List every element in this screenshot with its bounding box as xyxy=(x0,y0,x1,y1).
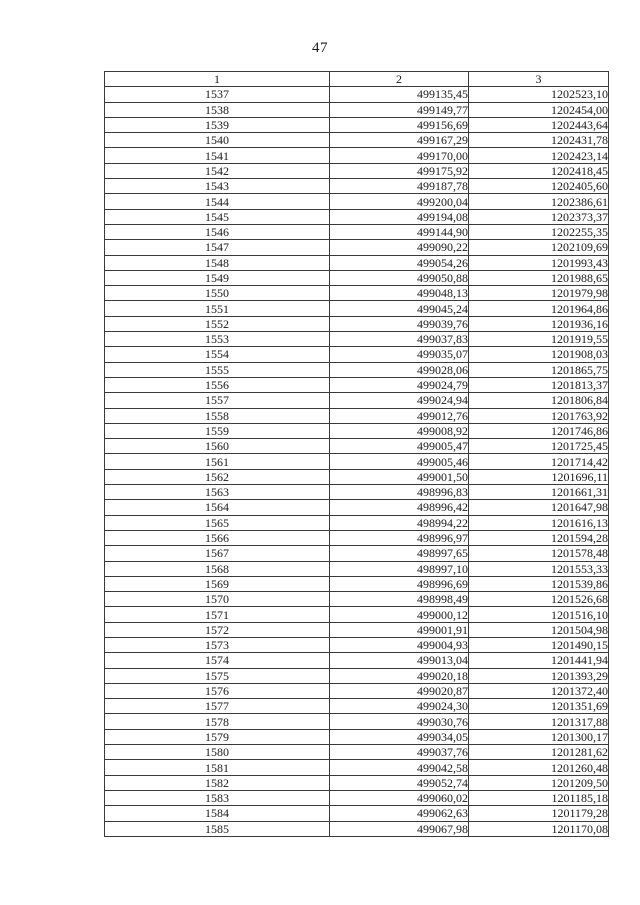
x-coordinate-cell: 498994,22 xyxy=(330,515,469,530)
x-coordinate-cell: 499024,94 xyxy=(330,393,469,408)
table-row xyxy=(105,668,609,683)
table-row xyxy=(105,408,609,423)
table-row xyxy=(105,576,609,591)
y-coordinate-cell: 1202373,37 xyxy=(469,209,609,224)
y-coordinate-cell: 1201714,42 xyxy=(469,454,609,469)
point-number-cell: 1542 xyxy=(105,163,330,178)
x-coordinate-cell: 498997,65 xyxy=(330,546,469,561)
column-header-2: 2 xyxy=(330,72,469,87)
x-coordinate-cell: 499170,00 xyxy=(330,148,469,163)
table-row xyxy=(105,683,609,698)
point-number-cell: 1541 xyxy=(105,148,330,163)
point-number-cell: 1568 xyxy=(105,561,330,576)
y-coordinate-cell: 1201185,18 xyxy=(469,790,609,805)
point-number-cell: 1552 xyxy=(105,316,330,331)
x-coordinate-cell: 499187,78 xyxy=(330,179,469,194)
point-number-cell: 1562 xyxy=(105,469,330,484)
point-number-cell: 1565 xyxy=(105,515,330,530)
table-row xyxy=(105,561,609,576)
table-row xyxy=(105,117,609,132)
x-coordinate-cell: 499024,79 xyxy=(330,377,469,392)
point-number-cell: 1571 xyxy=(105,607,330,622)
x-coordinate-cell: 498996,69 xyxy=(330,576,469,591)
table-row xyxy=(105,530,609,545)
x-coordinate-cell: 499005,47 xyxy=(330,439,469,454)
y-coordinate-cell: 1202443,64 xyxy=(469,117,609,132)
table-row xyxy=(105,423,609,438)
x-coordinate-cell: 499149,77 xyxy=(330,102,469,117)
table-row xyxy=(105,622,609,637)
point-number-cell: 1561 xyxy=(105,454,330,469)
y-coordinate-cell: 1201647,98 xyxy=(469,500,609,515)
y-coordinate-cell: 1201170,08 xyxy=(469,821,609,836)
table-row xyxy=(105,821,609,836)
table-row xyxy=(105,485,609,500)
y-coordinate-cell: 1201806,84 xyxy=(469,393,609,408)
point-number-cell: 1538 xyxy=(105,102,330,117)
table-row xyxy=(105,760,609,775)
y-coordinate-cell: 1201594,28 xyxy=(469,530,609,545)
table-row xyxy=(105,270,609,285)
point-number-cell: 1554 xyxy=(105,347,330,362)
table-row xyxy=(105,790,609,805)
point-number-cell: 1584 xyxy=(105,806,330,821)
x-coordinate-cell: 499067,98 xyxy=(330,821,469,836)
point-number-cell: 1570 xyxy=(105,592,330,607)
x-coordinate-cell: 499054,26 xyxy=(330,255,469,270)
x-coordinate-cell: 499060,02 xyxy=(330,790,469,805)
y-coordinate-cell: 1201578,48 xyxy=(469,546,609,561)
point-number-cell: 1579 xyxy=(105,729,330,744)
table-row xyxy=(105,515,609,530)
table-row xyxy=(105,714,609,729)
x-coordinate-cell: 499175,92 xyxy=(330,163,469,178)
x-coordinate-cell: 498998,49 xyxy=(330,592,469,607)
x-coordinate-cell: 499090,22 xyxy=(330,240,469,255)
point-number-cell: 1544 xyxy=(105,194,330,209)
point-number-cell: 1566 xyxy=(105,530,330,545)
x-coordinate-cell: 498996,42 xyxy=(330,500,469,515)
point-number-cell: 1546 xyxy=(105,224,330,239)
table-body xyxy=(105,87,609,837)
x-coordinate-cell: 499020,87 xyxy=(330,683,469,698)
y-coordinate-cell: 1201919,55 xyxy=(469,332,609,347)
x-coordinate-cell: 499156,69 xyxy=(330,117,469,132)
table-row xyxy=(105,347,609,362)
y-coordinate-cell: 1201351,69 xyxy=(469,699,609,714)
x-coordinate-cell: 499001,50 xyxy=(330,469,469,484)
x-coordinate-cell: 499037,83 xyxy=(330,332,469,347)
x-coordinate-cell: 499008,92 xyxy=(330,423,469,438)
y-coordinate-cell: 1202423,14 xyxy=(469,148,609,163)
x-coordinate-cell: 499144,90 xyxy=(330,224,469,239)
table-row xyxy=(105,194,609,209)
column-header-3: 3 xyxy=(469,72,609,87)
y-coordinate-cell: 1201516,10 xyxy=(469,607,609,622)
table-row xyxy=(105,439,609,454)
table-row xyxy=(105,500,609,515)
table-row xyxy=(105,546,609,561)
point-number-cell: 1567 xyxy=(105,546,330,561)
x-coordinate-cell: 499050,88 xyxy=(330,270,469,285)
x-coordinate-cell: 498996,97 xyxy=(330,530,469,545)
x-coordinate-cell: 499030,76 xyxy=(330,714,469,729)
y-coordinate-cell: 1201441,94 xyxy=(469,653,609,668)
y-coordinate-cell: 1201746,86 xyxy=(469,423,609,438)
y-coordinate-cell: 1201372,40 xyxy=(469,683,609,698)
table-row xyxy=(105,286,609,301)
table-row xyxy=(105,729,609,744)
y-coordinate-cell: 1201964,86 xyxy=(469,301,609,316)
table-row xyxy=(105,775,609,790)
y-coordinate-cell: 1201300,17 xyxy=(469,729,609,744)
table-row xyxy=(105,332,609,347)
table-row xyxy=(105,240,609,255)
point-number-cell: 1560 xyxy=(105,439,330,454)
x-coordinate-cell: 499135,45 xyxy=(330,87,469,102)
y-coordinate-cell: 1202255,35 xyxy=(469,224,609,239)
x-coordinate-cell: 499001,91 xyxy=(330,622,469,637)
x-coordinate-cell: 498997,10 xyxy=(330,561,469,576)
point-number-cell: 1574 xyxy=(105,653,330,668)
table-row xyxy=(105,653,609,668)
y-coordinate-cell: 1201260,48 xyxy=(469,760,609,775)
table-row xyxy=(105,301,609,316)
x-coordinate-cell: 499005,46 xyxy=(330,454,469,469)
x-coordinate-cell: 499200,04 xyxy=(330,194,469,209)
point-number-cell: 1563 xyxy=(105,485,330,500)
x-coordinate-cell: 498996,83 xyxy=(330,485,469,500)
table-row xyxy=(105,87,609,102)
y-coordinate-cell: 1201526,68 xyxy=(469,592,609,607)
y-coordinate-cell: 1201813,37 xyxy=(469,377,609,392)
column-header-1: 1 xyxy=(105,72,330,87)
point-number-cell: 1569 xyxy=(105,576,330,591)
point-number-cell: 1576 xyxy=(105,683,330,698)
x-coordinate-cell: 499013,04 xyxy=(330,653,469,668)
point-number-cell: 1547 xyxy=(105,240,330,255)
x-coordinate-cell: 499037,76 xyxy=(330,745,469,760)
point-number-cell: 1540 xyxy=(105,133,330,148)
x-coordinate-cell: 499028,06 xyxy=(330,362,469,377)
table-row xyxy=(105,607,609,622)
x-coordinate-cell: 499012,76 xyxy=(330,408,469,423)
point-number-cell: 1553 xyxy=(105,332,330,347)
x-coordinate-cell: 499034,05 xyxy=(330,729,469,744)
x-coordinate-cell: 499004,93 xyxy=(330,637,469,652)
y-coordinate-cell: 1201490,15 xyxy=(469,637,609,652)
point-number-cell: 1573 xyxy=(105,637,330,652)
point-number-cell: 1582 xyxy=(105,775,330,790)
y-coordinate-cell: 1201393,29 xyxy=(469,668,609,683)
y-coordinate-cell: 1201553,33 xyxy=(469,561,609,576)
point-number-cell: 1537 xyxy=(105,87,330,102)
x-coordinate-cell: 499035,07 xyxy=(330,347,469,362)
y-coordinate-cell: 1202418,45 xyxy=(469,163,609,178)
table-header xyxy=(105,72,609,87)
y-coordinate-cell: 1201936,16 xyxy=(469,316,609,331)
y-coordinate-cell: 1201908,03 xyxy=(469,347,609,362)
y-coordinate-cell: 1201993,43 xyxy=(469,255,609,270)
table-row xyxy=(105,637,609,652)
y-coordinate-cell: 1201988,65 xyxy=(469,270,609,285)
point-number-cell: 1559 xyxy=(105,423,330,438)
table-row xyxy=(105,806,609,821)
x-coordinate-cell: 499062,63 xyxy=(330,806,469,821)
y-coordinate-cell: 1201865,75 xyxy=(469,362,609,377)
point-number-cell: 1580 xyxy=(105,745,330,760)
table-row xyxy=(105,209,609,224)
x-coordinate-cell: 499052,74 xyxy=(330,775,469,790)
table-row xyxy=(105,316,609,331)
point-number-cell: 1558 xyxy=(105,408,330,423)
x-coordinate-cell: 499194,08 xyxy=(330,209,469,224)
point-number-cell: 1572 xyxy=(105,622,330,637)
y-coordinate-cell: 1201616,13 xyxy=(469,515,609,530)
table-row xyxy=(105,362,609,377)
table-row xyxy=(105,163,609,178)
point-number-cell: 1551 xyxy=(105,301,330,316)
table-row xyxy=(105,699,609,714)
table-row xyxy=(105,592,609,607)
point-number-cell: 1581 xyxy=(105,760,330,775)
point-number-cell: 1548 xyxy=(105,255,330,270)
y-coordinate-cell: 1202454,00 xyxy=(469,102,609,117)
table-row xyxy=(105,377,609,392)
x-coordinate-cell: 499039,76 xyxy=(330,316,469,331)
point-number-cell: 1557 xyxy=(105,393,330,408)
x-coordinate-cell: 499024,30 xyxy=(330,699,469,714)
point-number-cell: 1543 xyxy=(105,179,330,194)
y-coordinate-cell: 1202109,69 xyxy=(469,240,609,255)
point-number-cell: 1539 xyxy=(105,117,330,132)
y-coordinate-cell: 1201504,98 xyxy=(469,622,609,637)
point-number-cell: 1575 xyxy=(105,668,330,683)
point-number-cell: 1555 xyxy=(105,362,330,377)
y-coordinate-cell: 1201317,88 xyxy=(469,714,609,729)
y-coordinate-cell: 1201696,11 xyxy=(469,469,609,484)
point-number-cell: 1583 xyxy=(105,790,330,805)
y-coordinate-cell: 1201209,50 xyxy=(469,775,609,790)
coordinates-table xyxy=(104,71,609,837)
y-coordinate-cell: 1201539,86 xyxy=(469,576,609,591)
x-coordinate-cell: 499020,18 xyxy=(330,668,469,683)
table-row xyxy=(105,224,609,239)
x-coordinate-cell: 499048,13 xyxy=(330,286,469,301)
y-coordinate-cell: 1202386,61 xyxy=(469,194,609,209)
table-row xyxy=(105,179,609,194)
table-row xyxy=(105,255,609,270)
table-row xyxy=(105,102,609,117)
y-coordinate-cell: 1202523,10 xyxy=(469,87,609,102)
table-row xyxy=(105,393,609,408)
point-number-cell: 1564 xyxy=(105,500,330,515)
y-coordinate-cell: 1202431,78 xyxy=(469,133,609,148)
page-number: 47 xyxy=(312,40,328,56)
point-number-cell: 1556 xyxy=(105,377,330,392)
x-coordinate-cell: 499045,24 xyxy=(330,301,469,316)
header-row xyxy=(105,72,609,87)
table-row xyxy=(105,133,609,148)
x-coordinate-cell: 499000,12 xyxy=(330,607,469,622)
table-row xyxy=(105,148,609,163)
point-number-cell: 1585 xyxy=(105,821,330,836)
point-number-cell: 1577 xyxy=(105,699,330,714)
y-coordinate-cell: 1202405,60 xyxy=(469,179,609,194)
x-coordinate-cell: 499167,29 xyxy=(330,133,469,148)
table-row xyxy=(105,454,609,469)
table-row xyxy=(105,469,609,484)
table-row xyxy=(105,745,609,760)
x-coordinate-cell: 499042,58 xyxy=(330,760,469,775)
y-coordinate-cell: 1201661,31 xyxy=(469,485,609,500)
point-number-cell: 1549 xyxy=(105,270,330,285)
y-coordinate-cell: 1201281,62 xyxy=(469,745,609,760)
point-number-cell: 1578 xyxy=(105,714,330,729)
y-coordinate-cell: 1201979,98 xyxy=(469,286,609,301)
y-coordinate-cell: 1201763,92 xyxy=(469,408,609,423)
y-coordinate-cell: 1201725,45 xyxy=(469,439,609,454)
point-number-cell: 1550 xyxy=(105,286,330,301)
point-number-cell: 1545 xyxy=(105,209,330,224)
y-coordinate-cell: 1201179,28 xyxy=(469,806,609,821)
